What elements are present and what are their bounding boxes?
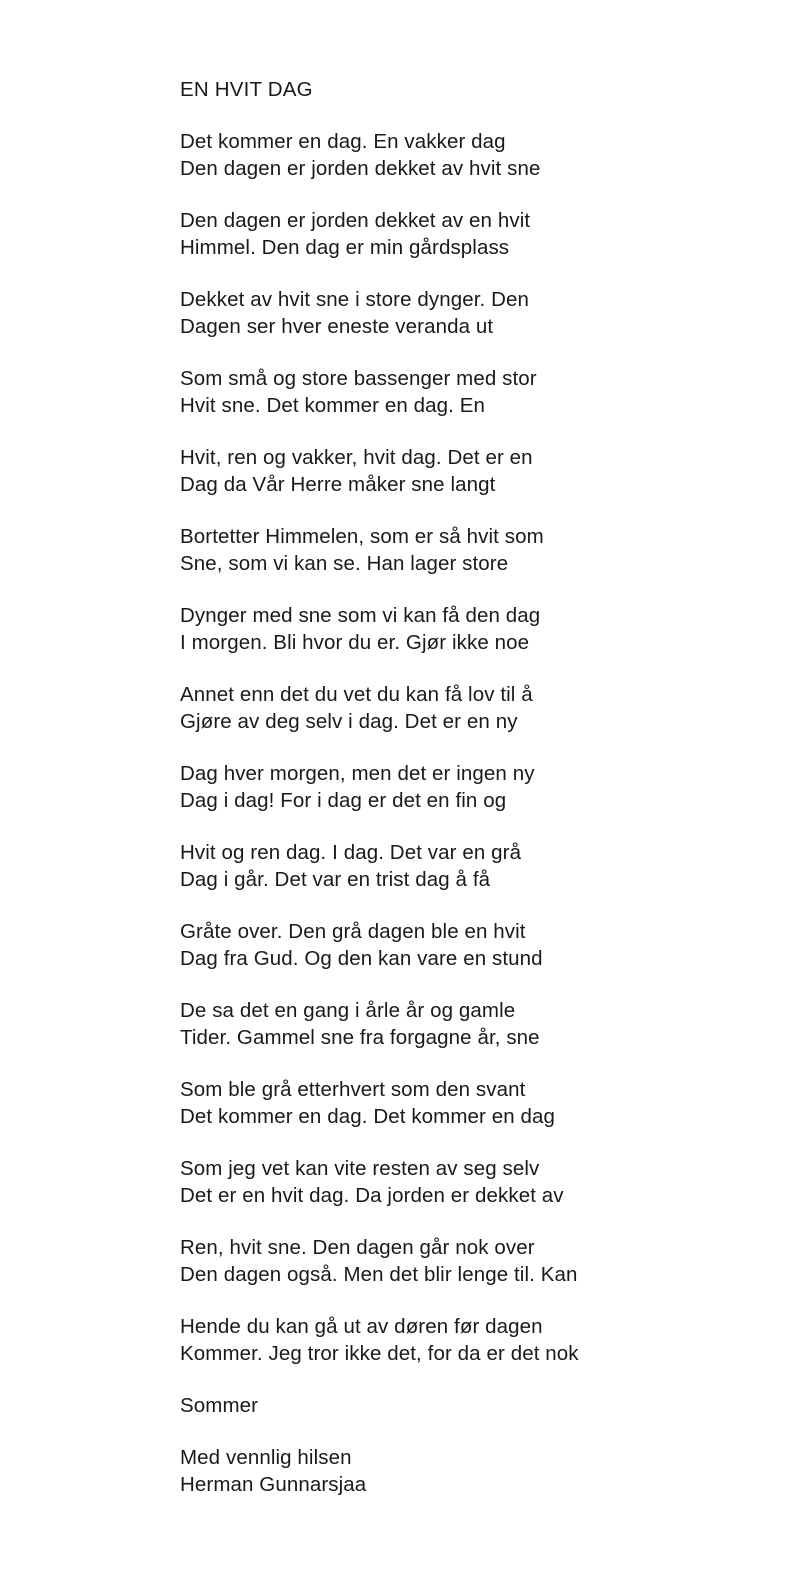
poem-line: Dynger med sne som vi kan få den dag [180,604,541,627]
poem-line: Hvit og ren dag. I dag. Det var en grå [180,841,522,864]
poem-line: Dag i dag! For i dag er det en fin og [180,789,507,812]
poem-stanza [180,681,700,735]
poem-stanza [180,1076,700,1130]
poem-line: Hende du kan gå ut av døren før dagen [180,1315,543,1338]
poem-stanza [180,997,700,1051]
poem-line: Bortetter Himmelen, som er så hvit som [180,525,544,548]
poem-body [180,128,700,1498]
poem-line: Sne, som vi kan se. Han lager store [180,552,509,575]
page-title: EN HVIT DAG [180,78,313,101]
poem-line: Som ble grå etterhvert som den svant [180,1078,526,1101]
poem-stanza [180,444,700,498]
poem-stanza [180,1313,700,1367]
poem-stanza [180,1155,700,1209]
poem-stanza [180,128,700,182]
poem-stanza [180,918,700,972]
poem-line: Med vennlig hilsen [180,1446,352,1469]
poem-line: Den dagen er jorden dekket av en hvit [180,209,531,232]
poem-line: Gråte over. Den grå dagen ble en hvit [180,920,526,943]
poem-line: Ren, hvit sne. Den dagen går nok over [180,1236,535,1259]
poem-stanza [180,1234,700,1288]
poem-line: Det er en hvit dag. Da jorden er dekket av [180,1184,564,1207]
poem-line: De sa det en gang i årle år og gamle [180,999,516,1022]
poem-line: Sommer [180,1394,259,1417]
poem-stanza [180,760,700,814]
poem-line: Dag i går. Det var en trist dag å få [180,868,491,891]
poem-line: Dekket av hvit sne i store dynger. Den [180,288,530,311]
poem-content [180,76,700,1498]
poem-line: Dag hver morgen, men det er ingen ny [180,762,535,785]
poem-line: I morgen. Bli hvor du er. Gjør ikke noe [180,631,530,654]
poem-line: Det kommer en dag. En vakker dag [180,130,506,153]
poem-stanza [180,286,700,340]
poem-line: Kommer. Jeg tror ikke det, for da er det nok [180,1342,579,1365]
poem-line: Som jeg vet kan vite resten av seg selv [180,1157,540,1180]
poem-line: Himmel. Den dag er min gårdsplass [180,236,510,259]
poem-line: Gjøre av deg selv i dag. Det er en ny [180,710,518,733]
poem-stanza [180,1392,700,1419]
poem-line: Hvit sne. Det kommer en dag. En [180,394,486,417]
poem-stanza [180,839,700,893]
poem-line: Dag da Vår Herre måker sne langt [180,473,496,496]
poem-line: Annet enn det du vet du kan få lov til å [180,683,533,706]
poem-line: Det kommer en dag. Det kommer en dag [180,1105,556,1128]
poem-stanza [180,365,700,419]
poem-line: Tider. Gammel sne fra forgagne år, sne [180,1026,540,1049]
poem-stanza [180,1444,700,1498]
poem-line: Dagen ser hver eneste veranda ut [180,315,494,338]
poem-line: Hvit, ren og vakker, hvit dag. Det er en [180,446,533,469]
poem-stanza [180,207,700,261]
poem-line: Den dagen er jorden dekket av hvit sne [180,157,541,180]
poem-line: Den dagen også. Men det blir lenge til. Kan [180,1263,578,1286]
poem-line: Dag fra Gud. Og den kan vare en stund [180,947,543,970]
poem-stanza [180,523,700,577]
poem-line: Herman Gunnarsjaa [180,1473,367,1496]
poem-line: Som små og store bassenger med stor [180,367,537,390]
poem-stanza [180,602,700,656]
